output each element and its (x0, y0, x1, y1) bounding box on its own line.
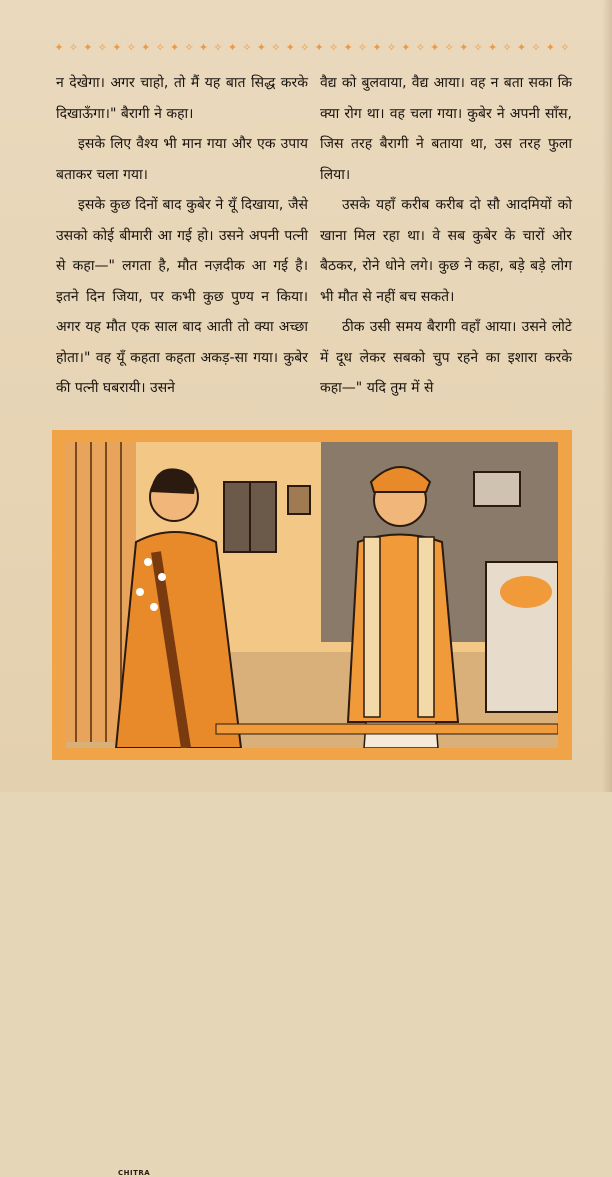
ornament-icon: ✧ (444, 40, 454, 54)
left-text-column (56, 68, 308, 404)
ornament-icon: ✦ (54, 40, 64, 54)
right-text-column (320, 68, 572, 404)
ornament-icon: ✧ (300, 40, 310, 54)
ornament-icon: ✧ (560, 40, 570, 54)
ornament-icon: ✦ (430, 40, 440, 54)
paragraph: इसके लिए वैश्य भी मान गया और एक उपाय बताकर चला गया। (56, 136, 308, 183)
ornament-icon: ✧ (357, 40, 368, 54)
ornament-icon: ✦ (141, 40, 151, 54)
ornament-icon: ✧ (531, 40, 541, 54)
ornament-icon: ✧ (386, 40, 397, 54)
ornament-icon: ✧ (502, 40, 512, 54)
decorative-border (54, 40, 570, 54)
painting-icon (474, 472, 520, 506)
paragraph: उसके यहाँ करीब करीब दो सौ आदमियों को खाना मिल रहा था। वे सब कुबेर के चारों ओर बैठकर, रोने धोने लगे। कुछ ने कहा, बड़े बड़े लोग भी मौत से नहीं बच सकते। (320, 197, 572, 305)
ornament-icon: ✦ (545, 40, 556, 54)
paragraph: वैद्य को बुलवाया, वैद्य आया। वह न बता सका कि क्या रोग था। वह चला गया। कुबेर ने अपनी साँस, जिस तरह बैरागी ने बताया था, उस तरह फुला लिया। (320, 75, 572, 183)
ornament-icon: ✧ (473, 40, 483, 54)
illustration-drawing (66, 442, 558, 748)
ornament-icon: ✦ (285, 40, 295, 54)
ornament-icon: ✧ (329, 40, 339, 54)
ornament-icon: ✧ (415, 40, 425, 54)
sleeping-man-icon (500, 576, 552, 608)
ornament-icon: ✦ (314, 40, 324, 54)
ornament-icon: ✦ (487, 40, 498, 54)
ornament-icon: ✦ (459, 40, 469, 54)
ornament-icon: ✧ (184, 40, 194, 54)
ornament-icon: ✦ (256, 40, 266, 54)
ornament-icon: ✦ (83, 40, 93, 54)
ornament-icon: ✦ (198, 40, 209, 54)
paragraph: न देखेगा। अगर चाहो, तो मैं यह बात सिद्ध करके दिखाऊँगा।" बैरागी ने कहा। (56, 75, 308, 122)
ornament-icon: ✦ (516, 40, 527, 54)
ornament-icon: ✧ (126, 40, 136, 54)
ornament-icon: ✦ (372, 40, 382, 54)
artist-signature: CHITRA (118, 1169, 151, 1177)
ornament-icon: ✧ (242, 40, 252, 54)
story-illustration (52, 430, 572, 1177)
paragraph: इसके कुछ दिनों बाद कुबेर ने यूँ दिखाया, जैसे उसको कोई बीमारी आ गई हो। उसने अपनी पत्नी से कहा—" लगता है, मौत नज़दीक आ गई है। इतने दिन जिया, पर कभी कुछ पुण्य न किया। अगर यह मौत एक साल बाद आती तो क्या अच्छा होता।" वह यूँ कहता कहता अकड़-सा गया। कुबेर की पत्नी घबरायी। उसने (56, 197, 308, 396)
page-edge-shadow (602, 0, 612, 792)
ornament-icon: ✦ (170, 40, 180, 54)
ornament-icon: ✦ (343, 40, 353, 54)
paragraph: ठीक उसी समय बैरागी वहाँ आया। उसने लोटे में दूध लेकर सबको चुप रहने का इशारा करके कहा—" यदि तुम में से (320, 319, 572, 396)
ornament-icon: ✧ (155, 40, 165, 54)
picture-frame-icon (288, 486, 310, 514)
ornament-icon: ✧ (271, 40, 281, 54)
ornament-icon: ✦ (112, 40, 122, 54)
ornament-icon: ✧ (68, 40, 79, 54)
ornament-icon: ✦ (227, 40, 238, 54)
ornament-icon: ✦ (401, 40, 411, 54)
ornament-icon: ✧ (213, 40, 223, 54)
ornament-icon: ✧ (97, 40, 107, 54)
